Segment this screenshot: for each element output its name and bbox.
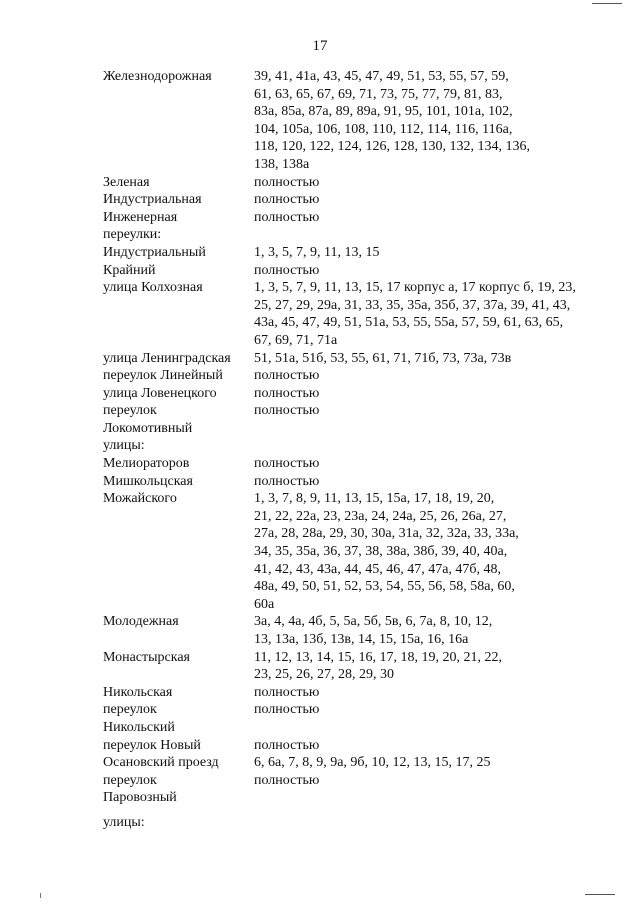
street-name: Паровозный <box>103 790 177 806</box>
street-name: Железнодорожная <box>103 69 212 84</box>
street-name: Индустриальная <box>103 192 202 208</box>
street-table <box>103 68 603 807</box>
house-numbers: полностью <box>254 385 320 401</box>
street-name: улица Ленинградская <box>103 350 231 366</box>
street-row <box>103 754 603 772</box>
street-row <box>103 279 603 349</box>
street-row <box>103 367 603 385</box>
street-row <box>103 772 603 790</box>
street-row <box>103 350 603 368</box>
street-name: улица Колхозная <box>103 280 203 296</box>
house-numbers: 51, 51а, 51б, 53, 55, 61, 71, 71б, 73, 73а, 73в <box>254 350 512 366</box>
house-numbers: полностью <box>254 737 320 753</box>
house-numbers: 11, 12, 13, 14, 15, 16, 17, 18, 19, 20, 21, 22, 23, 25, 26, 27, 28, 29, 30 <box>254 649 502 683</box>
street-row <box>103 684 603 702</box>
street-name: Локомотивный <box>103 420 193 436</box>
street-name: переулок Линейный <box>103 368 223 384</box>
street-name: переулок <box>103 702 157 718</box>
house-numbers: полностью <box>254 456 320 472</box>
street-row <box>103 719 603 737</box>
house-numbers: полностью <box>254 702 320 718</box>
house-numbers: полностью <box>254 772 320 788</box>
street-row <box>103 789 603 807</box>
street-name: улицы: <box>103 438 145 454</box>
street-name: Никольская <box>103 684 173 700</box>
house-numbers <box>254 719 603 737</box>
street-row <box>103 174 603 192</box>
house-numbers: полностью <box>254 684 320 700</box>
street-name: Можайского <box>103 491 177 507</box>
house-numbers: полностью <box>254 192 320 208</box>
street-name: переулок Новый <box>103 737 201 753</box>
street-row <box>103 420 603 438</box>
house-numbers: полностью <box>254 174 320 190</box>
house-numbers: полностью <box>254 368 320 384</box>
street-row <box>103 701 603 719</box>
street-name: Инженерная <box>103 209 178 225</box>
house-numbers: 1, 3, 5, 7, 9, 11, 13, 15, 17 корпус а, 17 корпус б, 19, 23, 25, 27, 29, 29а, 31, 33, 35, 35а, 35б, 37, 37а, 39, 41, 43, 43а, 45, 47, 49, 51, 51а, 53, 55, 55а, 57, 59, 61, 63, 65, 67, 69, 71, 71а <box>254 280 576 348</box>
street-name: переулок <box>103 403 157 419</box>
house-numbers <box>254 226 603 244</box>
street-row <box>103 649 603 684</box>
street-row <box>103 490 603 613</box>
street-row <box>103 402 603 420</box>
house-numbers <box>254 437 603 455</box>
house-numbers: 3а, 4, 4а, 4б, 5, 5а, 5б, 5в, 6, 7а, 8, 10, 12, 13, 13а, 13б, 13в, 14, 15, 15а, 16, 16а <box>254 614 493 647</box>
street-name: переулок <box>103 772 157 788</box>
scan-mark-bottom <box>585 894 615 895</box>
street-row <box>103 437 603 455</box>
street-name: Крайний <box>103 262 156 278</box>
house-numbers: полностью <box>254 473 320 489</box>
house-numbers: полностью <box>254 262 320 278</box>
street-row <box>103 226 603 244</box>
street-row <box>103 262 603 280</box>
street-name: переулки: <box>103 227 162 243</box>
street-name: Мишкольцская <box>103 473 193 489</box>
street-name: Молодежная <box>103 614 179 630</box>
house-numbers: 1, 3, 5, 7, 9, 11, 13, 15 <box>254 244 380 260</box>
street-name: Мелиораторов <box>103 456 190 472</box>
street-name: Осановский проезд <box>103 755 219 771</box>
street-name: улица Ловенецкого <box>103 385 217 401</box>
street-row <box>103 68 603 174</box>
footer-label: улицы: <box>103 815 145 830</box>
street-row <box>103 244 603 262</box>
house-numbers: полностью <box>254 403 320 419</box>
house-numbers: 39, 41, 41а, 43, 45, 47, 49, 51, 53, 55, 57, 59, 61, 63, 65, 67, 69, 71, 73, 75, 77, 79, 81, 83, 83а, 85а, 87а, 89, 89а, 91, 95, 101, 101а, 102, 104, 105а, 106, 108, 110, 112, 114, 116, 116а, 118, 120, 122, 124, 126, 128, 130, 132, 134, 136, 138, 138а <box>254 69 530 172</box>
street-row <box>103 473 603 491</box>
house-numbers <box>254 420 603 438</box>
street-name: Зеленая <box>103 174 150 190</box>
house-numbers: 1, 3, 7, 8, 9, 11, 13, 15, 15а, 17, 18, 19, 20, 21, 22, 22а, 23, 23а, 24, 24а, 25, 26, 26а, 27, 27а, 28, 28а, 29, 30, 30а, 31а, 32, 32а, 33, 33а, 34, 35, 35а, 36, 37, 38, 38а, 38б, 39, 40, 40а, 41, 42, 43, 43а, 44, 45, 46, 47, 47а, 47б, 48, 48а, 49, 50, 51, 52, 53, 54, 55, 56, 58, 58а, 60, 60а <box>254 491 519 612</box>
street-row <box>103 191 603 209</box>
street-row <box>103 209 603 227</box>
house-numbers: 6, 6а, 7, 8, 9, 9а, 9б, 10, 12, 13, 15, 17, 25 <box>254 755 491 771</box>
scan-mark-left <box>40 893 41 898</box>
scan-mark-top <box>592 3 622 4</box>
street-row <box>103 455 603 473</box>
street-row <box>103 737 603 755</box>
house-numbers: полностью <box>254 209 320 225</box>
page-number: 17 <box>312 38 328 54</box>
street-name: Индустриальный <box>103 244 206 260</box>
street-row <box>103 385 603 403</box>
house-numbers <box>254 789 603 807</box>
street-row <box>103 613 603 648</box>
street-name: Никольский <box>103 719 175 735</box>
street-name: Монастырская <box>103 649 191 665</box>
